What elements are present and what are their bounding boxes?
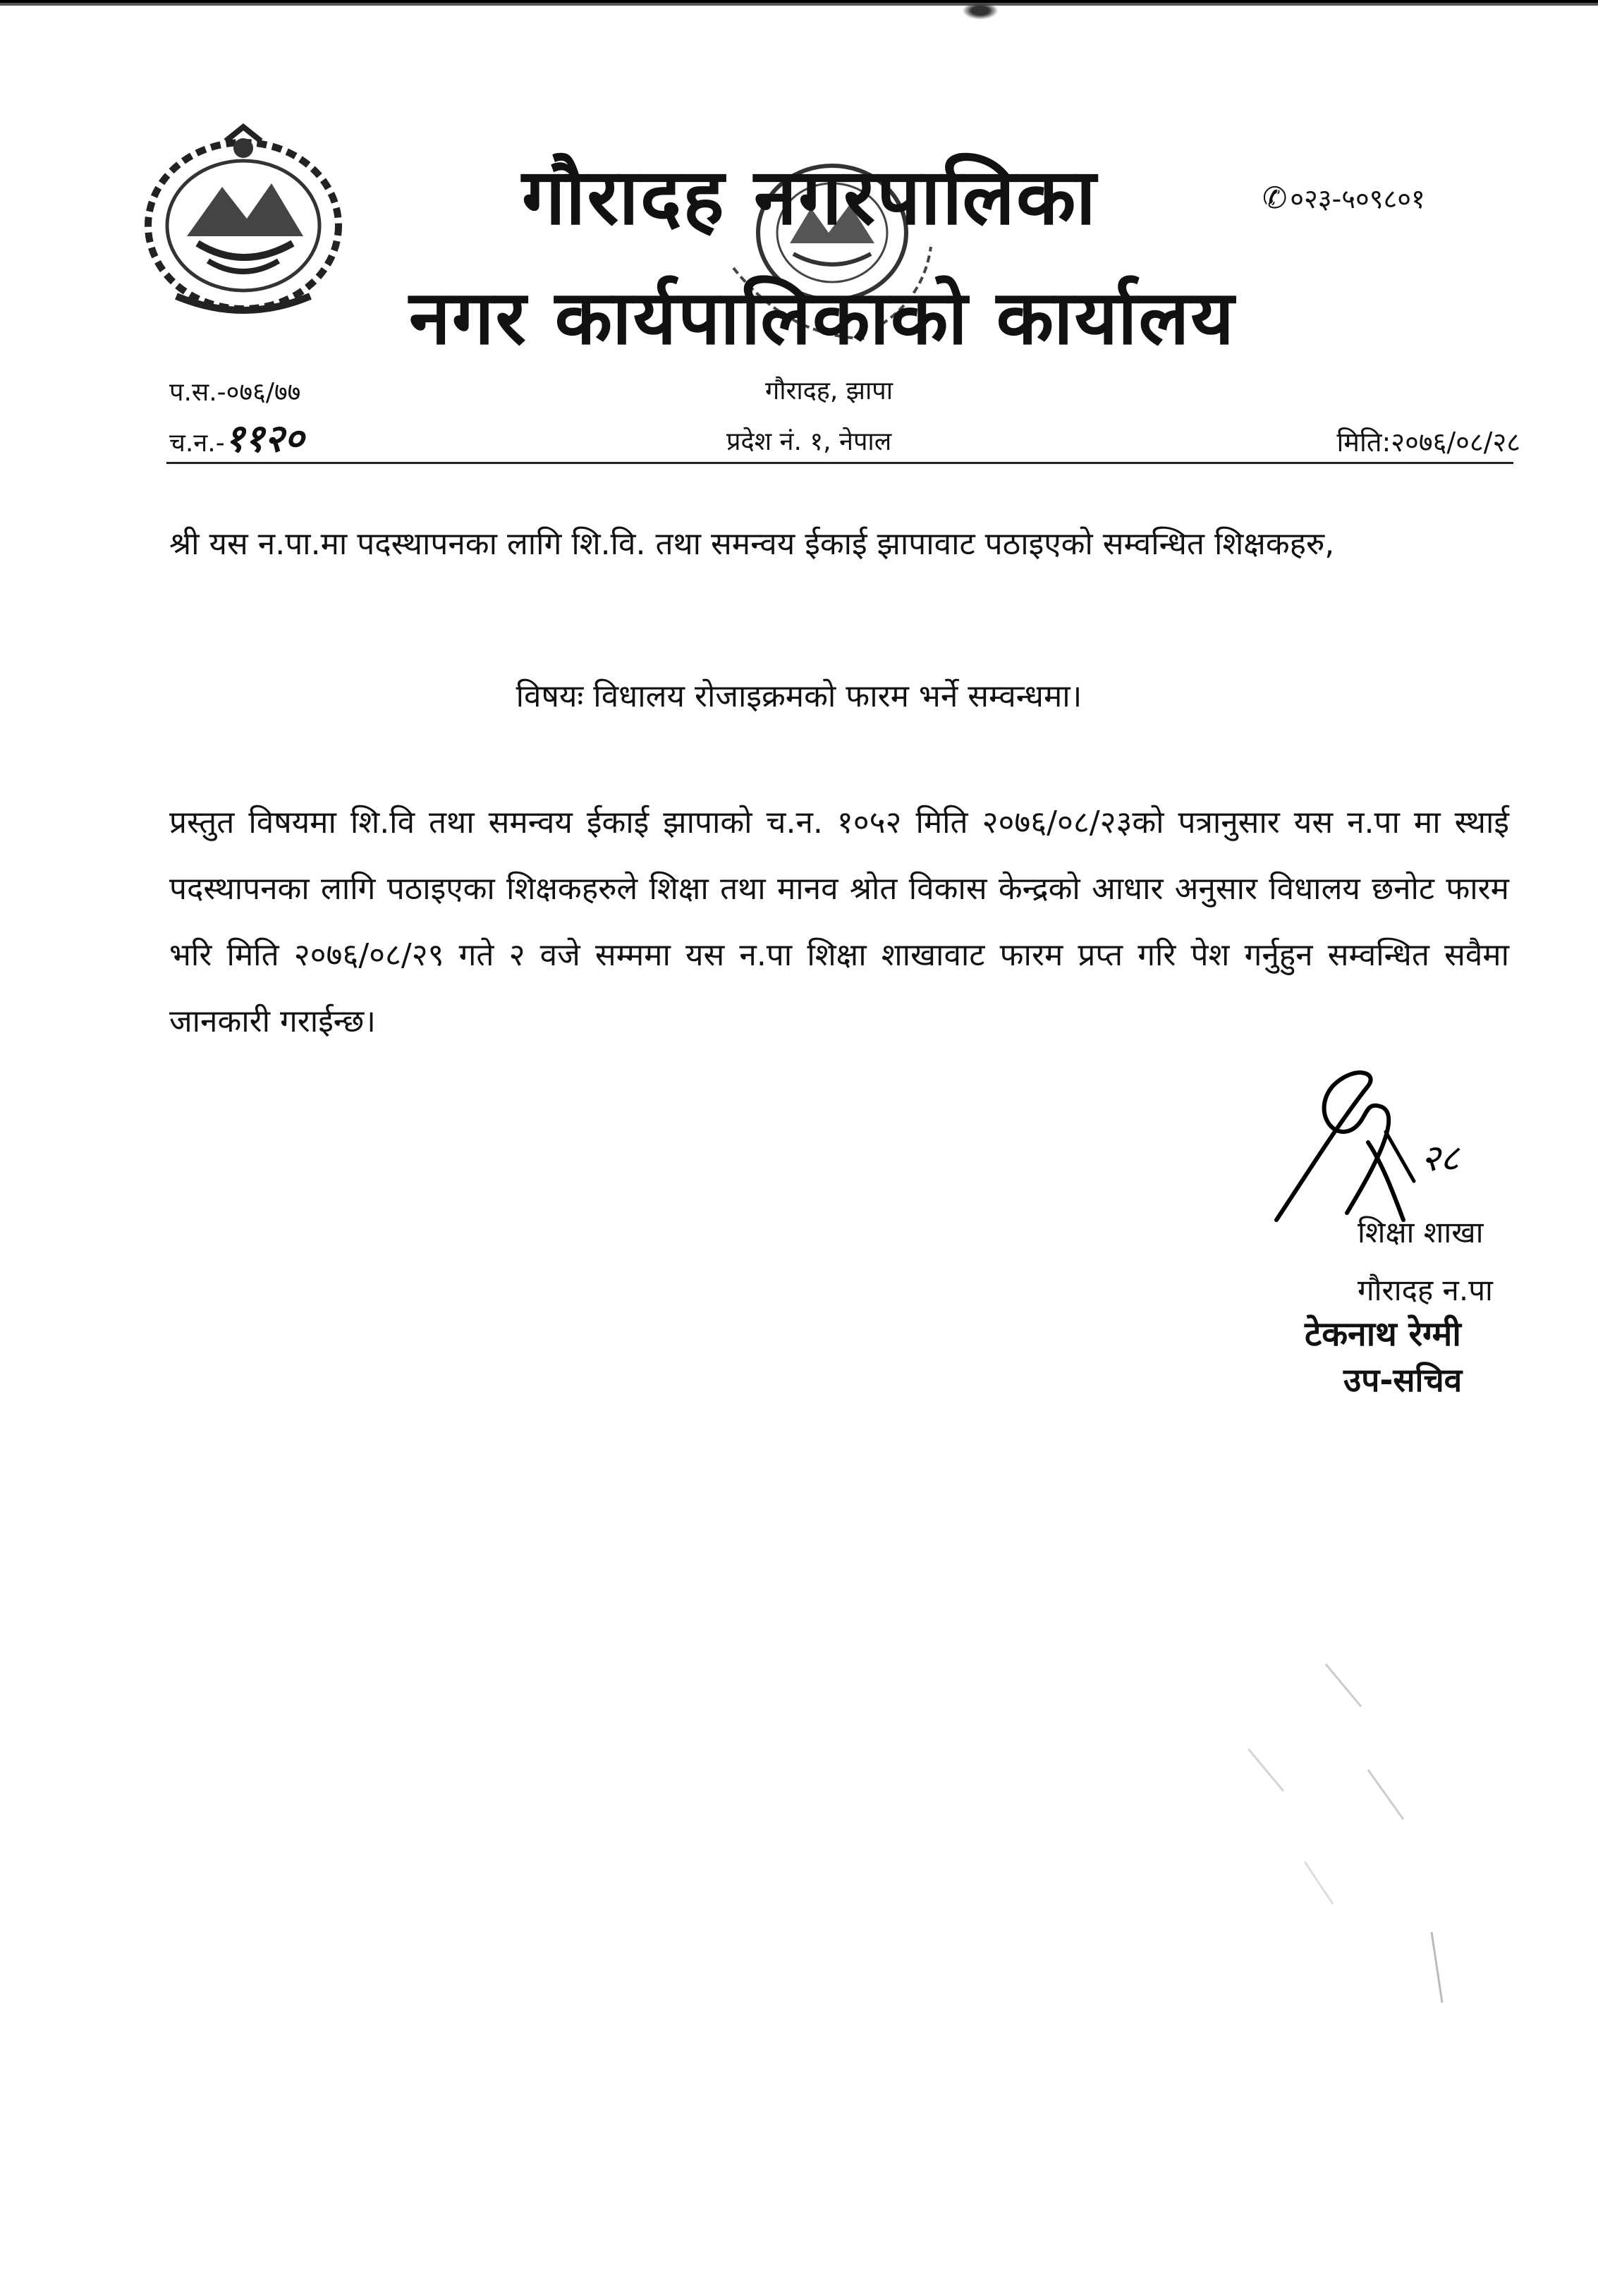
fiscal-year-reference: प.स.-०७६/७७ <box>169 378 301 407</box>
address-line2: प्रदेश नं. १, नेपाल <box>726 427 892 456</box>
office-title-line1: गौरादह नगरपालिका <box>522 151 1097 242</box>
nepal-emblem-icon <box>134 120 353 324</box>
address-line1: गौरादह, झापा <box>765 377 893 405</box>
phone-number <box>1262 180 1425 216</box>
phone-value: ०२३-५०९८०१ <box>1290 183 1425 214</box>
dispatch-number: ११२० <box>224 415 305 460</box>
subject-line: विषयः विधालय रोजाइक्रमको फारम भर्ने सम्वन्धमा। <box>516 678 1082 714</box>
letter-date: मिति:२०७६/०८/२८ <box>1336 427 1520 458</box>
dispatch-label: च.न.- <box>169 429 225 458</box>
phone-icon: ✆ <box>1262 181 1288 215</box>
scan-top-mark <box>959 0 1001 21</box>
body-paragraph: प्रस्तुत विषयमा शि.वि तथा समन्वय ईकाई झापाको च.न. १०५२ मिति २०७६/०८/२३को पत्रानुसार यस न.पा मा स्थाई पदस्थापनका लागि पठाइएका शिक्षकहरुले शिक्षा तथा मानव श्रोत विकास केन्द्रको आधार अनुसार विधालय छनोट फारम भरि मिति २०७६/०८/२९ गते २ वजे सम्ममा यस न.पा शिक्षा शाखावाट फारम प्रप्त गरि पेश गर्नुहुन सम्वन्धित सवैमा जानकारी गराईन्छ। <box>169 805 1509 1039</box>
signatory-designation: उप-सचिव <box>1343 1361 1463 1399</box>
header-divider <box>166 462 1513 464</box>
signature-office: गौरादह न.पा <box>1358 1273 1493 1307</box>
scan-top-edge <box>0 0 1598 11</box>
signature-department: शिक्षा शाखा <box>1358 1215 1484 1250</box>
dispatch-reference <box>169 410 304 463</box>
paper-crease-marks <box>1199 1650 1495 2045</box>
addressee: श्री यस न.पा.मा पदस्थापनका लागि शि.वि. तथा समन्वय ईकाई झापावाट पठाइएको सम्वन्धित शिक्षकहरु, <box>169 526 1335 562</box>
signatory-name: टेकनाथ रेग्मी <box>1305 1314 1461 1354</box>
handwritten-date: २८ <box>1421 1137 1460 1180</box>
office-title-line2: नगर कार्यपालिकाको कार्यालय <box>409 273 1236 361</box>
